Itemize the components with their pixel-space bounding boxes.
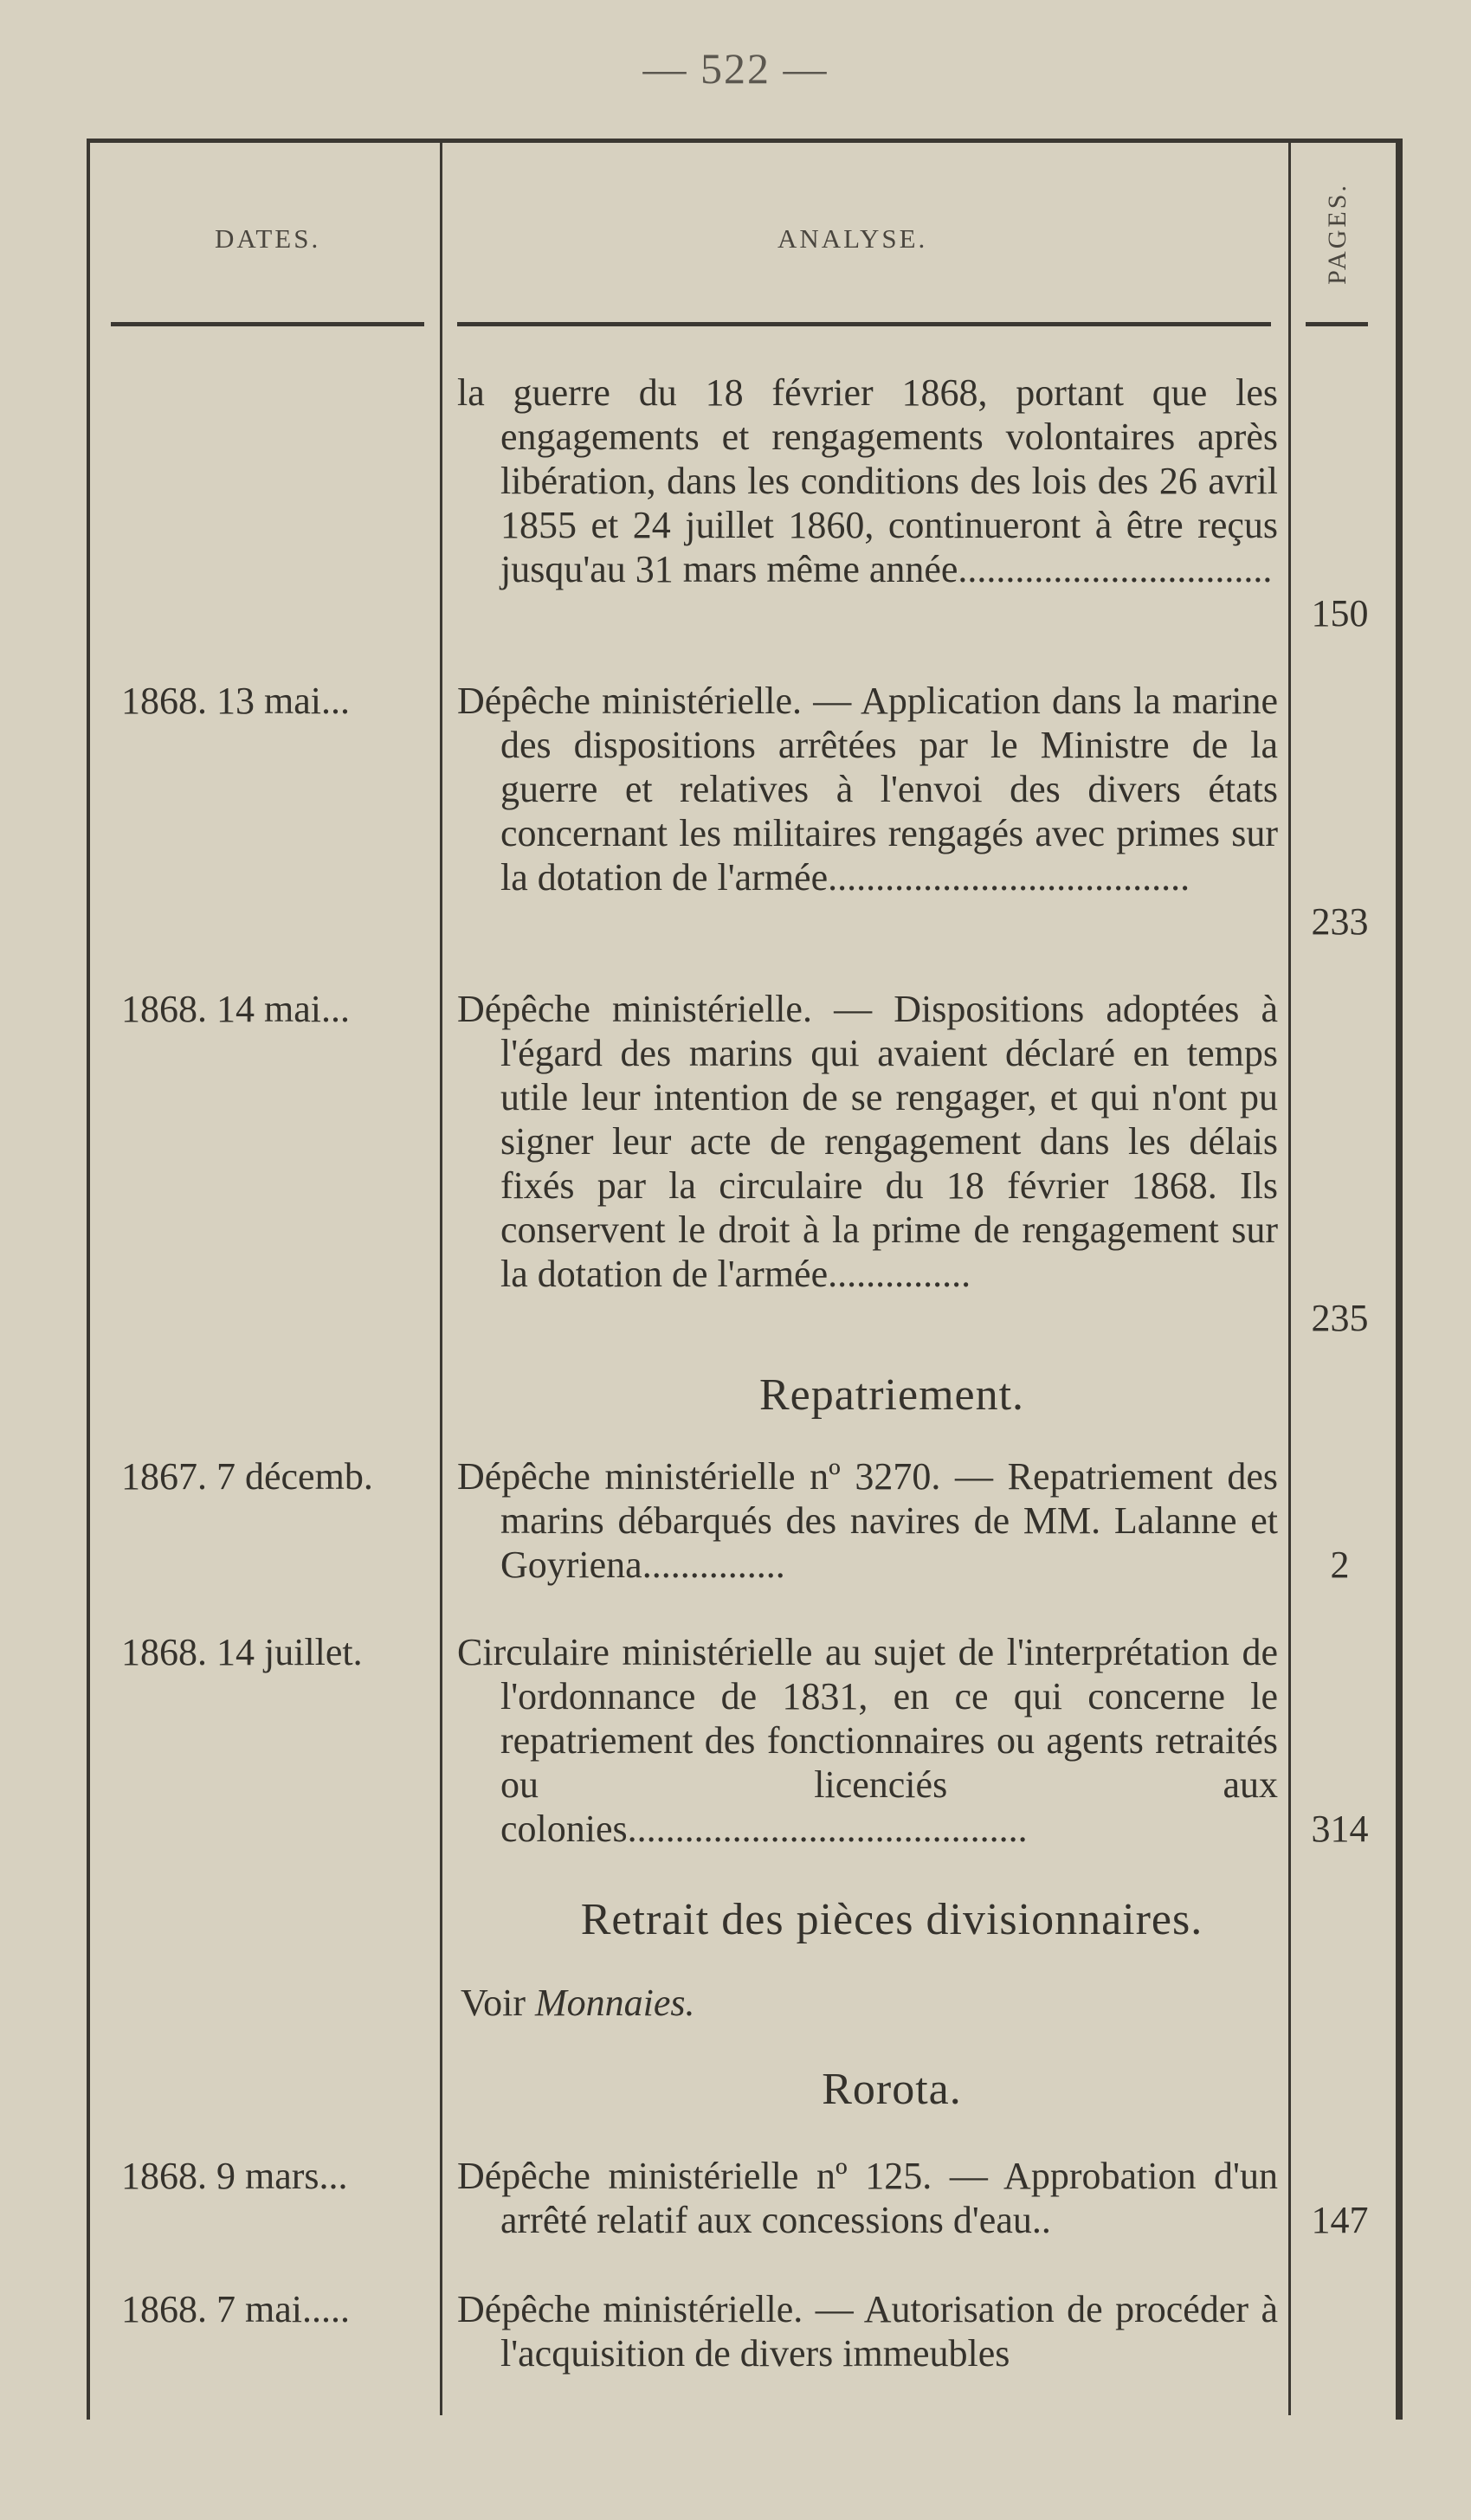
- entry-text: la guerre du 18 février 1868, portant que les engagements et rengagements volontaires après libération, dans les conditions des lois des 26 avril 1855 et 24 juillet 1860, continueront à être reçus jusqu'au 31 mars même année.................................: [457, 371, 1278, 590]
- header-analyse: ANALYSE.: [777, 223, 928, 254]
- header-rule-analyse: [457, 322, 1271, 326]
- entry-text: Dépêche ministérielle. — Autorisation de procéder à l'acquisition de divers immeubles: [457, 2288, 1278, 2375]
- section-heading-rorota: Rorota.: [822, 2065, 962, 2114]
- entry-page: 150: [1311, 592, 1369, 635]
- entry-page: 2: [1330, 1544, 1350, 1586]
- page-number: — 522 —: [642, 44, 829, 93]
- entry-date: 1868. 7 mai.....: [121, 2288, 350, 2330]
- entry-date: 1868. 13 mai...: [121, 680, 350, 722]
- entry-text: Dépêche ministérielle. — Application dans la marine des dispositions arrêtées par le Ministre de la guerre et relatives à l'envoi des divers états concernant les militaires rengagés avec primes sur la dotation de l'armée......................................: [457, 680, 1278, 899]
- entry-text: Dépêche ministérielle. — Dispositions adoptées à l'égard des marins qui avaient déclaré en temps utile leur intention de se rengager, et qui n'ont pu signer leur acte de rengagement dans les délais fixés par la circulaire du 18 février 1868. Ils conservent le droit à la prime de rengagement sur la dotation de l'armée...............: [457, 988, 1278, 1295]
- entry-page: 235: [1311, 1297, 1369, 1339]
- section-heading-retrait: Retrait des pièces divisionnaires.: [580, 1895, 1203, 1944]
- header-rule-pages: [1306, 322, 1368, 326]
- entry-page: 233: [1311, 900, 1369, 943]
- header-rule-dates: [111, 322, 424, 326]
- column-divider-dates: [440, 139, 442, 2415]
- entry-date: 1867. 7 décemb.: [121, 1455, 373, 1498]
- entry-text: Circulaire ministérielle au sujet de l'interprétation de l'ordonnance de 1831, en ce qui concerne le repatriement des fonctionnaires ou agents retraités ou licenciés aux colonies..........................................: [457, 1631, 1278, 1850]
- entry-text: Dépêche ministérielle nº 3270. — Repatriement des marins débarqués des navires de MM. Lalanne et Goyriena...............: [457, 1455, 1278, 1586]
- header-dates: DATES.: [215, 223, 321, 254]
- see-also: Voir Monnaies.: [461, 1982, 695, 2024]
- section-heading-repatriement: Repatriement.: [758, 1370, 1025, 1420]
- entry-date: 1868. 9 mars...: [121, 2155, 348, 2197]
- entry-page: 147: [1311, 2199, 1369, 2241]
- entry-date: 1868. 14 mai...: [121, 988, 350, 1030]
- entry-page: 314: [1311, 1808, 1369, 1850]
- entry-date: 1868. 14 juillet.: [121, 1631, 363, 1673]
- header-pages: PAGES.: [1323, 183, 1352, 285]
- entry-text: Dépêche ministérielle nº 125. — Approbation d'un arrêté relatif aux concessions d'eau..: [457, 2155, 1278, 2241]
